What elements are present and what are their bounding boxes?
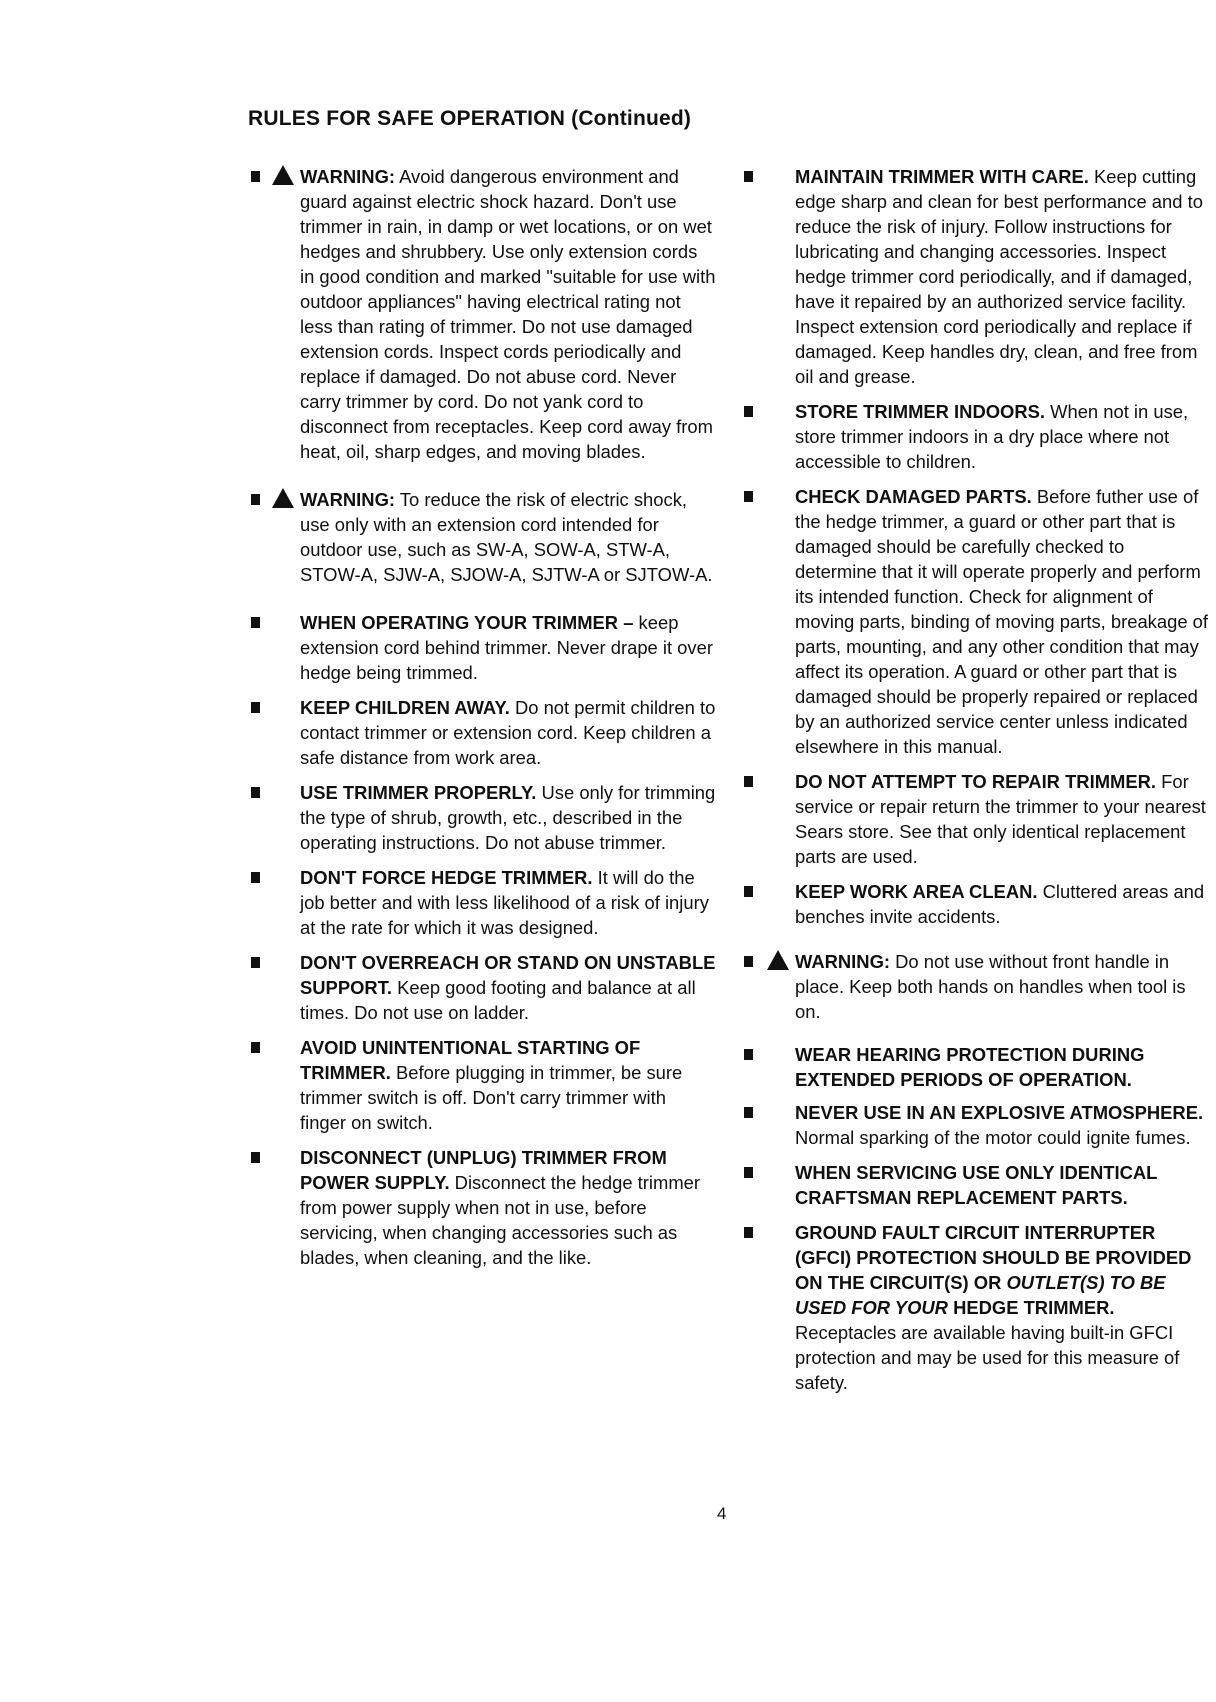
bullet-icon (251, 617, 260, 628)
left-column (248, 164, 716, 1270)
rule-lead: CHECK DAMAGED PARTS. (795, 486, 1032, 507)
rule-item (248, 780, 716, 855)
rule-lead: WHEN OPERATING YOUR TRIMMER – (300, 612, 634, 633)
bullet-icon (744, 1167, 753, 1178)
rule-text: Do not permit children to contact trimmer or extension cord. Keep children a safe distance from work area. (300, 697, 716, 768)
bullet-icon (251, 957, 260, 968)
warning-triangle-icon (272, 488, 294, 508)
rule-text: To reduce the risk of electric shock, use only with an extension cord intended for outdoor use, such as SW-A, SOW-A, STW-A, STOW-A, SJW-A, SJOW-A, SJTW-A or SJTOW-A. (300, 489, 713, 585)
rule-text: Keep cutting edge sharp and clean for best performance and to reduce the risk of injury. Follow instructions for lubricating and changing accessories. Inspect hedge trimmer cord periodically, and if damaged, have it repaired by an authorized service facility. Inspect extension cord periodically and replace if damaged. Keep handles dry, clean, and free from oil and grease. (795, 166, 1203, 387)
rule-item (248, 164, 716, 464)
rule-item (741, 769, 1211, 869)
bullet-icon (744, 171, 753, 182)
bullet-icon (251, 171, 260, 182)
rule-text: Avoid dangerous environment and guard against electric shock hazard. Don't use trimmer in rain, in damp or wet locations, or on wet hedges and shrubbery. Use only extension cords in good condition and marked "suitable for use with outdoor appliances" having electrical rating not less than rating of trimmer. Do not use damaged extension cords. Inspect cords periodically and replace if damaged. Do not abuse cord. Never carry trimmer by cord. Do not yank cord to disconnect from receptacles. Keep cord away from heat, oil, sharp edges, and moving blades. (300, 166, 716, 462)
rule-lead: STORE TRIMMER INDOORS. (795, 401, 1045, 422)
bullet-icon (251, 1042, 260, 1053)
rule-lead-italic: OUTLET(S) TO BE USED FOR YOUR (795, 1272, 1166, 1318)
rule-text: Disconnect the hedge trimmer from power supply when not in use, before servicing, when changing accessories such as blades, when cleaning, and the like. (300, 1172, 700, 1268)
rule-item (248, 695, 716, 770)
rule-lead: AVOID UNINTENTIONAL STARTING OF TRIMMER. (300, 1037, 641, 1083)
rule-lead: DON'T FORCE HEDGE TRIMMER. (300, 867, 593, 888)
right-column (741, 164, 1211, 1395)
rule-item (248, 950, 716, 1025)
rule-lead: DO NOT ATTEMPT TO REPAIR TRIMMER. (795, 771, 1156, 792)
bullet-icon (251, 494, 260, 505)
bullet-icon (744, 406, 753, 417)
rule-text: keep extension cord behind trimmer. Never drape it over hedge being trimmed. (300, 612, 713, 683)
rule-lead: MAINTAIN TRIMMER WITH CARE. (795, 166, 1089, 187)
rule-text: Before futher use of the hedge trimmer, a guard or other part that is damaged should be carefully checked to determine that it will operate properly and perform its intended function. Check for alignment of moving parts, binding of moving parts, breakage of parts, mounting, and any other condition that may affect its operation. A guard or other part that is damaged should be properly repaired or replaced by an authorized service center unless indicated elsewhere in this manual. (795, 486, 1208, 757)
rule-item (741, 1042, 1211, 1092)
rule-lead: DON'T OVERREACH OR STAND ON UNSTABLE SUPPORT. (300, 952, 716, 998)
rule-text: Normal sparking of the motor could ignite fumes. (795, 1127, 1191, 1148)
bullet-icon (744, 776, 753, 787)
rule-item (248, 1035, 716, 1135)
bullet-icon (744, 956, 753, 967)
rule-lead: GROUND FAULT CIRCUIT INTERRUPTER (GFCI) PROTECTION SHOULD BE PROVIDED ON THE CIRCUIT(S) OR (795, 1222, 1192, 1293)
bullet-icon (744, 1049, 753, 1060)
rule-item (741, 1160, 1211, 1210)
page-number: 4 (717, 1504, 727, 1523)
rule-item (741, 164, 1211, 389)
rule-lead: WEAR HEARING PROTECTION DURING EXTENDED PERIODS OF OPERATION. (795, 1044, 1145, 1090)
rule-lead: USE TRIMMER PROPERLY. (300, 782, 537, 803)
page-title: RULES FOR SAFE OPERATION (Continued) (248, 107, 692, 130)
rule-lead: KEEP WORK AREA CLEAN. (795, 881, 1038, 902)
rule-item (741, 949, 1211, 1024)
rule-text: Before plugging in trimmer, be sure trimmer switch is off. Don't carry trimmer with finger on switch. (300, 1062, 683, 1133)
rule-text: Receptacles are available having built-in GFCI protection and may be used for this measure of safety. (795, 1322, 1180, 1393)
rule-lead: WARNING: (300, 166, 396, 187)
rule-item (248, 610, 716, 685)
rule-lead: WARNING: (795, 951, 891, 972)
rule-item (741, 1100, 1211, 1150)
rule-lead: KEEP CHILDREN AWAY. (300, 697, 510, 718)
bullet-icon (744, 1107, 753, 1118)
rule-item (741, 484, 1211, 759)
bullet-icon (744, 491, 753, 502)
warning-triangle-icon (272, 165, 294, 185)
rule-item (248, 1145, 716, 1270)
rule-item (741, 1220, 1211, 1395)
rule-text: It will do the job better and with less likelihood of a risk of injury at the rate for which it was designed. (300, 867, 709, 938)
rule-item (741, 879, 1211, 929)
rule-item (248, 487, 716, 587)
bullet-icon (251, 1152, 260, 1163)
rule-item (248, 865, 716, 940)
bullet-icon (744, 886, 753, 897)
bullet-icon (251, 872, 260, 883)
bullet-icon (251, 702, 260, 713)
bullet-icon (251, 787, 260, 798)
rule-lead: WARNING: (300, 489, 396, 510)
rule-text: Use only for trimming the type of shrub, growth, etc., described in the operating instructions. Do not abuse trimmer. (300, 782, 716, 853)
rule-text: Cluttered areas and benches invite accidents. (795, 881, 1205, 927)
rule-lead: DISCONNECT (UNPLUG) TRIMMER FROM POWER SUPPLY. (300, 1147, 667, 1193)
rule-text: Do not use without front handle in place. Keep both hands on handles when tool is on. (795, 951, 1186, 1022)
rule-text: For service or repair return the trimmer to your nearest Sears store. See that only identical replacement parts are used. (795, 771, 1206, 867)
rule-item (741, 399, 1211, 474)
rule-lead: HEDGE TRIMMER. (953, 1297, 1115, 1318)
rule-text: Keep good footing and balance at all times. Do not use on ladder. (300, 977, 696, 1023)
rule-lead: WHEN SERVICING USE ONLY IDENTICAL CRAFTSMAN REPLACEMENT PARTS. (795, 1162, 1158, 1208)
warning-triangle-icon (767, 950, 789, 970)
rule-text: When not in use, store trimmer indoors in a dry place where not accessible to children. (795, 401, 1189, 472)
rule-lead: NEVER USE IN AN EXPLOSIVE ATMOSPHERE. (795, 1102, 1204, 1123)
bullet-icon (744, 1227, 753, 1238)
